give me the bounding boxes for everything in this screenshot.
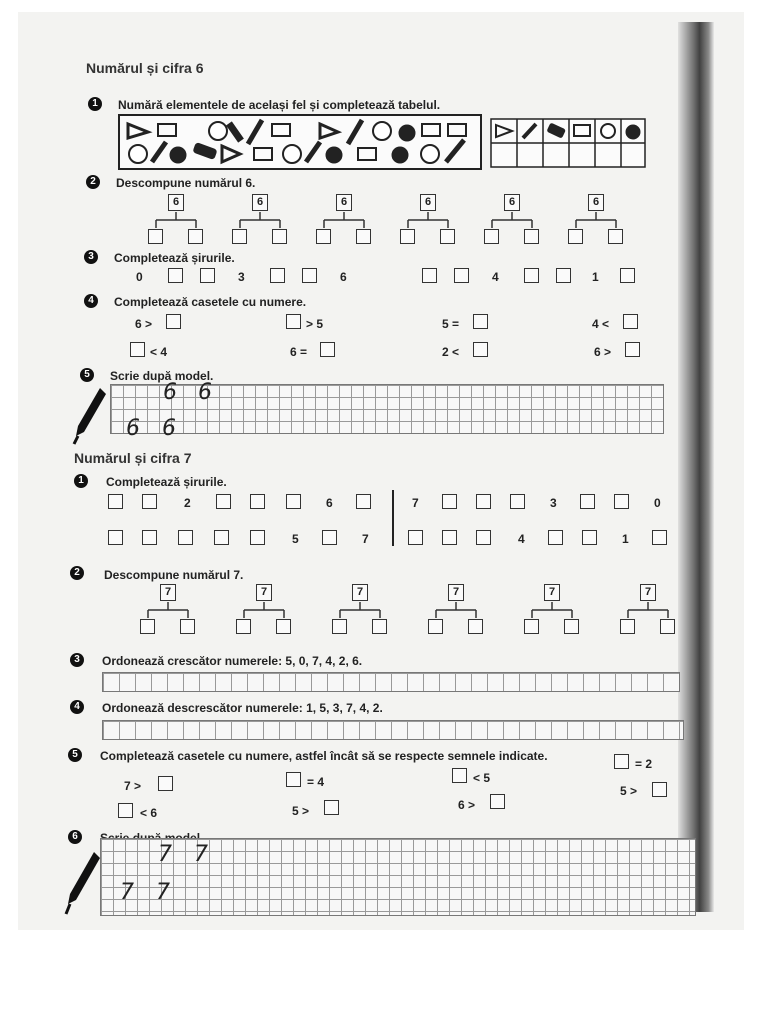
tree-top-value: 7 bbox=[544, 584, 560, 601]
writing-grid[interactable] bbox=[110, 384, 664, 434]
answer-box[interactable] bbox=[660, 619, 675, 634]
answer-box[interactable] bbox=[484, 229, 499, 244]
answer-box[interactable] bbox=[200, 268, 215, 283]
page-fold-shadow bbox=[678, 22, 714, 912]
answer-box[interactable] bbox=[178, 530, 193, 545]
model-digit: 7 bbox=[156, 880, 170, 905]
seq-value: 0 bbox=[136, 270, 143, 284]
ex5-instruction: Scrie după model. bbox=[110, 369, 214, 383]
answer-box[interactable] bbox=[468, 619, 483, 634]
answer-box[interactable] bbox=[442, 530, 457, 545]
comparison-text: 5 > bbox=[620, 784, 638, 798]
answer-box[interactable] bbox=[158, 776, 173, 791]
answer-box[interactable] bbox=[454, 268, 469, 283]
answer-box[interactable] bbox=[180, 619, 195, 634]
s7-ex5-bullet: 5 bbox=[68, 748, 82, 762]
answer-box[interactable] bbox=[142, 530, 157, 545]
answer-box[interactable] bbox=[188, 229, 203, 244]
decomposition-tree bbox=[314, 194, 374, 257]
answer-box[interactable] bbox=[476, 494, 491, 509]
s7-ex3-instruction: Ordonează crescător numerele: 5, 0, 7, 4, 2, 6. bbox=[102, 654, 363, 668]
answer-box[interactable] bbox=[250, 530, 265, 545]
pencil-icon bbox=[306, 142, 320, 162]
answer-box[interactable] bbox=[428, 619, 443, 634]
comparison-text: < 5 bbox=[473, 771, 491, 785]
answer-box[interactable] bbox=[270, 268, 285, 283]
apple-icon bbox=[170, 147, 186, 163]
tree-top-value: 6 bbox=[168, 194, 184, 211]
s7-ex4-bullet: 4 bbox=[70, 700, 84, 714]
decomposition-tree bbox=[522, 584, 582, 647]
answer-box[interactable] bbox=[108, 530, 123, 545]
answer-box[interactable] bbox=[442, 494, 457, 509]
model-digit: 7 bbox=[194, 842, 208, 867]
tree-top-value: 6 bbox=[336, 194, 352, 211]
divider-line bbox=[392, 490, 394, 546]
decomposition-tree bbox=[426, 584, 486, 647]
s7-ex2-instruction: Descompune numărul 7. bbox=[104, 568, 244, 582]
triangle-ruler-icon bbox=[128, 124, 148, 138]
triangle-ruler-icon bbox=[320, 124, 338, 138]
ex2-bullet: 2 bbox=[86, 175, 100, 189]
ex4-instruction: Completează casetele cu numere. bbox=[114, 295, 307, 309]
comparison-text: 6 > bbox=[458, 798, 476, 812]
answer-box[interactable] bbox=[236, 619, 251, 634]
decomposition-tree bbox=[482, 194, 542, 257]
answer-box[interactable] bbox=[356, 229, 371, 244]
pencil-icon bbox=[348, 120, 362, 144]
section-7-title: Numărul și cifra 7 bbox=[74, 450, 192, 466]
tree-top-value: 7 bbox=[448, 584, 464, 601]
model-digit: 6 bbox=[163, 380, 177, 405]
comparison-text: 6 > bbox=[594, 345, 612, 359]
seq-value: 7 bbox=[362, 532, 369, 546]
decomposition-tree bbox=[566, 194, 626, 257]
answer-box[interactable] bbox=[564, 619, 579, 634]
ex2-instruction: Descompune numărul 6. bbox=[116, 176, 256, 190]
book-icon bbox=[358, 148, 376, 160]
decomposition-tree bbox=[618, 584, 678, 647]
ex3-instruction: Completează șirurile. bbox=[114, 251, 235, 265]
ex4-bullet: 4 bbox=[84, 294, 98, 308]
seq-value: 4 bbox=[492, 270, 499, 284]
seq-value: 3 bbox=[238, 270, 245, 284]
seq-value: 1 bbox=[592, 270, 599, 284]
worksheet-page bbox=[18, 12, 744, 930]
answer-box[interactable] bbox=[620, 619, 635, 634]
comparison-text: = 2 bbox=[635, 757, 653, 771]
book-icon bbox=[272, 124, 290, 136]
answer-box[interactable] bbox=[623, 314, 638, 329]
answer-box[interactable] bbox=[476, 530, 491, 545]
answer-box[interactable] bbox=[608, 229, 623, 244]
s7-ex1-bullet: 1 bbox=[74, 474, 88, 488]
answer-box[interactable] bbox=[142, 494, 157, 509]
answer-box[interactable] bbox=[440, 229, 455, 244]
decompose-7-row bbox=[118, 584, 678, 644]
ex3-bullet: 3 bbox=[84, 250, 98, 264]
pen-icon bbox=[70, 386, 106, 446]
answer-box[interactable] bbox=[568, 229, 583, 244]
answer-box[interactable] bbox=[322, 530, 337, 545]
answer-box[interactable] bbox=[286, 494, 301, 509]
comparison-text: < 4 bbox=[150, 345, 168, 359]
comparison-text: 7 > bbox=[124, 779, 142, 793]
ball-icon bbox=[209, 122, 227, 140]
answer-box[interactable] bbox=[130, 342, 145, 357]
ball-icon bbox=[283, 145, 301, 163]
tree-top-value: 6 bbox=[252, 194, 268, 211]
tree-top-value: 7 bbox=[256, 584, 272, 601]
answer-box[interactable] bbox=[214, 530, 229, 545]
comparison-text: 6 > bbox=[135, 317, 153, 331]
count-table bbox=[490, 118, 648, 175]
answer-box[interactable] bbox=[272, 229, 287, 244]
answer-box[interactable] bbox=[614, 494, 629, 509]
answer-box[interactable] bbox=[524, 229, 539, 244]
answer-box[interactable] bbox=[556, 268, 571, 283]
tree-top-value: 7 bbox=[160, 584, 176, 601]
answer-box[interactable] bbox=[473, 342, 488, 357]
answer-box[interactable] bbox=[580, 494, 595, 509]
s7-ex1-instruction: Completează șirurile. bbox=[106, 475, 227, 489]
answer-box[interactable] bbox=[276, 619, 291, 634]
answer-box[interactable] bbox=[524, 268, 539, 283]
writing-grid[interactable] bbox=[100, 838, 696, 916]
comparison-text: 6 = bbox=[290, 345, 308, 359]
s7-ex6-bullet: 6 bbox=[68, 830, 82, 844]
comparison-text: = 4 bbox=[307, 775, 325, 789]
answer-box[interactable] bbox=[548, 530, 563, 545]
marker-icon bbox=[227, 122, 243, 142]
decomposition-tree bbox=[146, 194, 206, 257]
answer-box[interactable] bbox=[166, 314, 181, 329]
answer-box[interactable] bbox=[408, 530, 423, 545]
answer-box[interactable] bbox=[286, 772, 301, 787]
decomposition-tree bbox=[234, 584, 294, 647]
seq-value: 4 bbox=[518, 532, 525, 546]
seq-value: 2 bbox=[184, 496, 191, 510]
tree-top-value: 6 bbox=[420, 194, 436, 211]
pencil-icon bbox=[248, 120, 262, 144]
picture-sequence bbox=[118, 114, 482, 170]
comparison-text: 5 = bbox=[442, 317, 460, 331]
ball-icon bbox=[421, 145, 439, 163]
ex1-bullet: 1 bbox=[88, 97, 102, 111]
seq-value: 5 bbox=[292, 532, 299, 546]
comparison-text: > 5 bbox=[306, 317, 324, 331]
seq-value: 1 bbox=[622, 532, 629, 546]
seq-value: 0 bbox=[654, 496, 661, 510]
seq-value: 7 bbox=[412, 496, 419, 510]
book-icon bbox=[448, 124, 466, 136]
answer-box[interactable] bbox=[422, 268, 437, 283]
s7-ex3-bullet: 3 bbox=[70, 653, 84, 667]
answer-box[interactable] bbox=[356, 494, 371, 509]
tree-top-value: 6 bbox=[588, 194, 604, 211]
answer-box[interactable] bbox=[400, 229, 415, 244]
ex5-bullet: 5 bbox=[80, 368, 94, 382]
pencil-icon bbox=[446, 140, 464, 162]
answer-box[interactable] bbox=[302, 268, 317, 283]
decompose-6-row bbox=[146, 194, 646, 244]
comparison-text: 5 > bbox=[292, 804, 310, 818]
book-icon bbox=[158, 124, 176, 136]
answer-box[interactable] bbox=[286, 314, 301, 329]
answer-box[interactable] bbox=[372, 619, 387, 634]
book-icon bbox=[422, 124, 440, 136]
answer-box[interactable] bbox=[652, 782, 667, 797]
comparison-text: 4 < bbox=[592, 317, 610, 331]
book-icon bbox=[254, 148, 272, 160]
answer-strip[interactable] bbox=[102, 672, 680, 692]
answer-box[interactable] bbox=[140, 619, 155, 634]
answer-box[interactable] bbox=[332, 619, 347, 634]
pen-icon bbox=[60, 850, 100, 916]
answer-box[interactable] bbox=[473, 314, 488, 329]
answer-box[interactable] bbox=[582, 530, 597, 545]
answer-box[interactable] bbox=[320, 342, 335, 357]
model-digit: 6 bbox=[198, 380, 212, 405]
s7-ex2-bullet: 2 bbox=[70, 566, 84, 580]
answer-box[interactable] bbox=[652, 530, 667, 545]
answer-box[interactable] bbox=[524, 619, 539, 634]
answer-box[interactable] bbox=[232, 229, 247, 244]
tree-top-value: 7 bbox=[640, 584, 656, 601]
triangle-ruler-icon bbox=[222, 146, 240, 162]
comparison-text: 2 < bbox=[442, 345, 460, 359]
answer-box[interactable] bbox=[250, 494, 265, 509]
answer-box[interactable] bbox=[148, 229, 163, 244]
tree-top-value: 7 bbox=[352, 584, 368, 601]
answer-box[interactable] bbox=[118, 803, 133, 818]
decomposition-tree bbox=[330, 584, 390, 647]
answer-box[interactable] bbox=[625, 342, 640, 357]
answer-box[interactable] bbox=[614, 754, 629, 769]
apple-icon bbox=[392, 147, 408, 163]
answer-box[interactable] bbox=[452, 768, 467, 783]
decomposition-tree bbox=[138, 584, 198, 647]
pencil-icon bbox=[152, 142, 166, 162]
model-digit: 7 bbox=[158, 842, 172, 867]
answer-box[interactable] bbox=[108, 494, 123, 509]
s7-ex5-instruction: Completează casetele cu numere, astfel încât să se respecte semnele indicate. bbox=[100, 749, 548, 763]
count-table-grid bbox=[490, 118, 648, 170]
answer-box[interactable] bbox=[316, 229, 331, 244]
decomposition-tree bbox=[230, 194, 290, 257]
picture-icons bbox=[120, 116, 480, 168]
seq-value: 6 bbox=[326, 496, 333, 510]
seq-value: 3 bbox=[550, 496, 557, 510]
model-digit: 6 bbox=[126, 416, 140, 441]
answer-box[interactable] bbox=[216, 494, 231, 509]
seq-value: 6 bbox=[340, 270, 347, 284]
model-digit: 6 bbox=[162, 416, 176, 441]
answer-box[interactable] bbox=[168, 268, 183, 283]
tree-top-value: 6 bbox=[504, 194, 520, 211]
answer-box[interactable] bbox=[490, 794, 505, 809]
decomposition-tree bbox=[398, 194, 458, 257]
answer-box[interactable] bbox=[324, 800, 339, 815]
model-digit: 7 bbox=[120, 880, 134, 905]
marker-icon bbox=[193, 143, 217, 160]
comparison-text: < 6 bbox=[140, 806, 158, 820]
ex1-instruction: Numără elementele de același fel și completează tabelul. bbox=[118, 98, 441, 112]
answer-box[interactable] bbox=[620, 268, 635, 283]
apple-icon bbox=[399, 125, 415, 141]
section-6-title: Numărul și cifra 6 bbox=[86, 60, 204, 76]
ball-icon bbox=[373, 122, 391, 140]
answer-box[interactable] bbox=[510, 494, 525, 509]
answer-strip[interactable] bbox=[102, 720, 684, 740]
apple-icon bbox=[326, 147, 342, 163]
s7-ex4-instruction: Ordonează descrescător numerele: 1, 5, 3, 7, 4, 2. bbox=[102, 701, 383, 715]
ball-icon bbox=[129, 145, 147, 163]
